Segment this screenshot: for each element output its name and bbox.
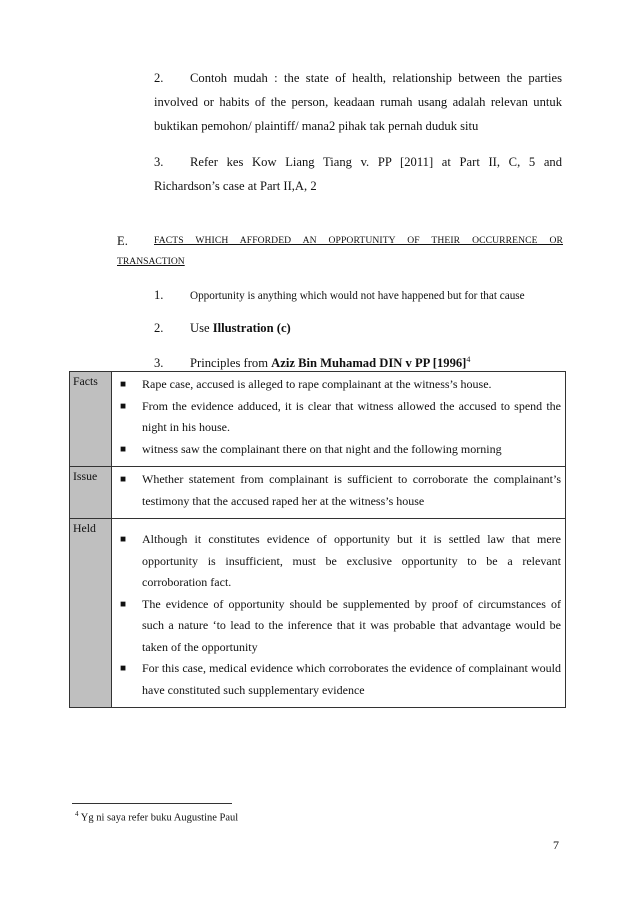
facts-bullet: ■ witness saw the complainant there on that night and the following morning (120, 439, 561, 461)
item-3-line-2: Richardson’s case at Part II,A, 2 (154, 179, 317, 193)
issue-label: Issue (70, 467, 112, 519)
item-number: 3. (154, 155, 164, 169)
held-label: Held (70, 519, 112, 708)
point-3 (154, 350, 470, 373)
point-1 (154, 285, 525, 306)
point-number: 2. (154, 321, 164, 335)
section-letter: E. (117, 234, 128, 248)
footnote-mark: 4 (75, 810, 79, 818)
item-3-line-1: Refer kes Kow Liang Tiang v. PP [2011] at Part II, C, 5 and (190, 155, 562, 169)
point-number: 3. (154, 356, 164, 371)
section-title-line-1: FACTS WHICH AFFORDED AN OPPORTUNITY OF THEIR OCCURRENCE OR (154, 235, 563, 246)
facts-cell (112, 372, 566, 467)
facts-row (70, 372, 566, 467)
square-bullet-icon: ■ (120, 598, 127, 610)
issue-bullet: ■ Whether statement from complainant is sufficient to corroborate the complainant’s testimony that the accused raped her at the witness’s house (120, 469, 561, 512)
square-bullet-icon: ■ (120, 379, 127, 390)
point-text: Opportunity is anything which would not have happened but for that cause (190, 290, 525, 302)
point-text: Principles from (190, 356, 272, 371)
footnote-text: Yg ni saya refer buku Augustine Paul (80, 812, 239, 824)
held-bullet: ■ The evidence of opportunity should be supplemented by proof of circumstances of such a nature ‘to lead to the inference that it was probable that advantage would be taken of the opportunity (120, 594, 561, 659)
item-2-line-2: involved or habits of the person, keadaan rumah usang adalah relevan untuk (154, 95, 562, 109)
facts-bullet: ■ Rape case, accused is alleged to rape complainant at the witness’s house. (120, 374, 561, 396)
square-bullet-icon: ■ (120, 534, 127, 545)
footnote-divider (72, 803, 232, 804)
point-text: Use (190, 321, 213, 335)
footnote (75, 810, 238, 824)
item-2-line-1: Contoh mudah : the state of health, relationship between the parties (190, 71, 562, 85)
point-number: 1. (154, 288, 164, 302)
item-number: 2. (154, 71, 164, 85)
square-bullet-icon: ■ (120, 400, 127, 412)
paragraph-item-2 (154, 66, 562, 138)
held-cell (112, 519, 566, 708)
square-bullet-icon: ■ (120, 474, 127, 485)
point-2 (154, 318, 291, 338)
footnote-ref: 4 (466, 355, 471, 364)
square-bullet-icon: ■ (120, 663, 127, 674)
held-bullet: ■ For this case, medical evidence which corroborates the evidence of complainant would have constituted such supplementary evidence (120, 658, 561, 701)
held-row (70, 519, 566, 708)
square-bullet-icon: ■ (120, 443, 127, 455)
held-bullet: ■ Although it constitutes evidence of opportunity but it is settled law that mere opportunity is insufficient, must be exclusive opportunity to be a relevant corroboration fact. (120, 529, 561, 594)
point-bold-text: Illustration (c) (212, 321, 291, 335)
point-bold-text: Aziz Bin Muhamad DIN v PP [1996] (271, 356, 467, 371)
item-2-line-3: buktikan pemohon/ plaintiff/ mana2 pihak tak pernah duduk situ (154, 119, 479, 133)
issue-row (70, 467, 566, 519)
issue-cell (112, 467, 566, 519)
case-table (69, 371, 566, 708)
page-number: 7 (553, 838, 559, 852)
paragraph-item-3 (154, 150, 562, 198)
facts-label: Facts (70, 372, 112, 467)
section-title-line-2: TRANSACTION (117, 256, 185, 267)
facts-bullet: ■ From the evidence adduced, it is clear that witness allowed the accused to spend the night in his house. (120, 396, 561, 439)
